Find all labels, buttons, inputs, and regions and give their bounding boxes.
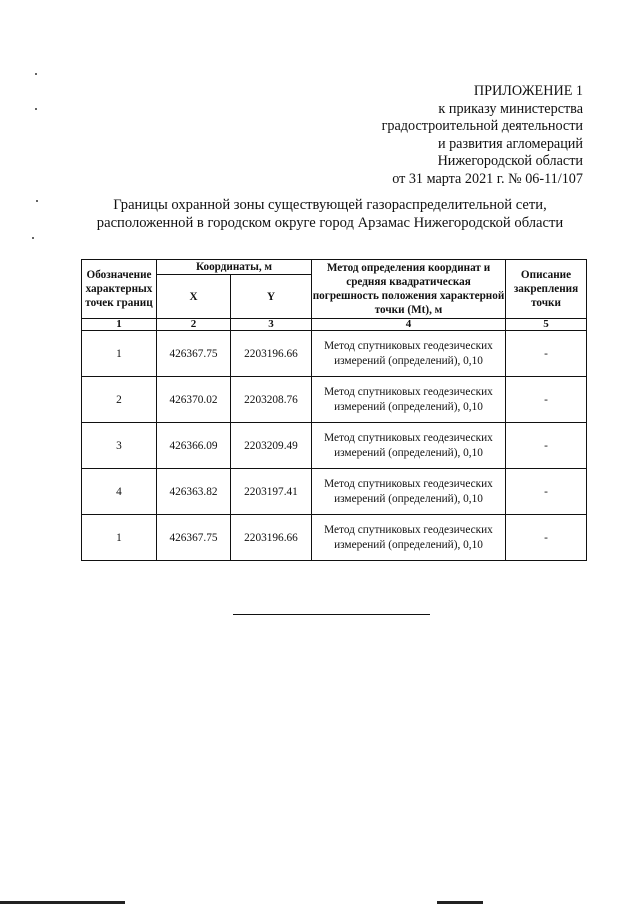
ministry-line-2: и развития агломераций: [437, 135, 583, 152]
point-number: 4: [82, 469, 157, 515]
point-number: 3: [82, 423, 157, 469]
coordinate-x: 426363.82: [157, 469, 231, 515]
coordinate-x: 426366.09: [157, 423, 231, 469]
header-y: Y: [231, 275, 312, 319]
description-cell: -: [506, 469, 587, 515]
method-cell: Метод спутниковых геодезических измерений (определений), 0,10: [312, 377, 506, 423]
coordinate-y: 2203196.66: [231, 331, 312, 377]
title-line-1: Границы охранной зоны существующей газораспределительной сети,: [113, 197, 547, 213]
table-row: [82, 515, 587, 561]
document-title: [30, 196, 630, 232]
coordinate-x: 426370.02: [157, 377, 231, 423]
order-reference-line: к приказу министерства: [438, 100, 583, 117]
method-cell: Метод спутниковых геодезических измерений (определений), 0,10: [312, 423, 506, 469]
scan-edge-mark: [0, 901, 125, 904]
scan-edge-mark: [437, 901, 483, 904]
column-number: 5: [506, 319, 587, 331]
table-row: [82, 423, 587, 469]
title-line-2: расположенной в городском округе город Арзамас Нижегородской области: [96, 215, 564, 231]
table-row: [82, 469, 587, 515]
coordinate-y: 2203196.66: [231, 515, 312, 561]
appendix-header: [382, 83, 583, 189]
header-x: X: [157, 275, 231, 319]
point-number: 2: [82, 377, 157, 423]
ministry-line: градостроительной деятельности: [381, 118, 583, 135]
coordinate-y: 2203208.76: [231, 377, 312, 423]
method-cell: Метод спутниковых геодезических измерений (определений), 0,10: [312, 515, 506, 561]
point-number: 1: [82, 331, 157, 377]
region-line: Нижегородской области: [437, 153, 583, 170]
description-cell: -: [506, 331, 587, 377]
table-row: [82, 377, 587, 423]
method-cell: Метод спутниковых геодезических измерений (определений), 0,10: [312, 331, 506, 377]
column-number: 2: [157, 319, 231, 331]
header-coordinates: Координаты, м: [157, 260, 312, 275]
order-date-number: от 31 марта 2021 г. № 06-11/107: [392, 170, 583, 187]
header-method: Метод определения координат и средняя квадратическая погрешность положения характерной точки (Mt), м: [312, 260, 506, 319]
table-row: [82, 331, 587, 377]
column-number: 3: [231, 319, 312, 331]
point-number: 1: [82, 515, 157, 561]
method-cell: Метод спутниковых геодезических измерений (определений), 0,10: [312, 469, 506, 515]
coordinate-y: 2203197.41: [231, 469, 312, 515]
column-number: 4: [312, 319, 506, 331]
description-cell: -: [506, 515, 587, 561]
coordinate-y: 2203209.49: [231, 423, 312, 469]
coordinates-table: [81, 259, 587, 561]
coordinate-x: 426367.75: [157, 515, 231, 561]
description-cell: -: [506, 377, 587, 423]
header-description: Описание закрепления точки: [506, 260, 587, 319]
end-divider-line: [233, 614, 430, 615]
description-cell: -: [506, 423, 587, 469]
column-number: 1: [82, 319, 157, 331]
coordinate-x: 426367.75: [157, 331, 231, 377]
column-number-row: [82, 319, 587, 331]
header-designation: Обозначение характерных точек границ: [82, 260, 157, 319]
appendix-label: ПРИЛОЖЕНИЕ 1: [473, 83, 583, 99]
